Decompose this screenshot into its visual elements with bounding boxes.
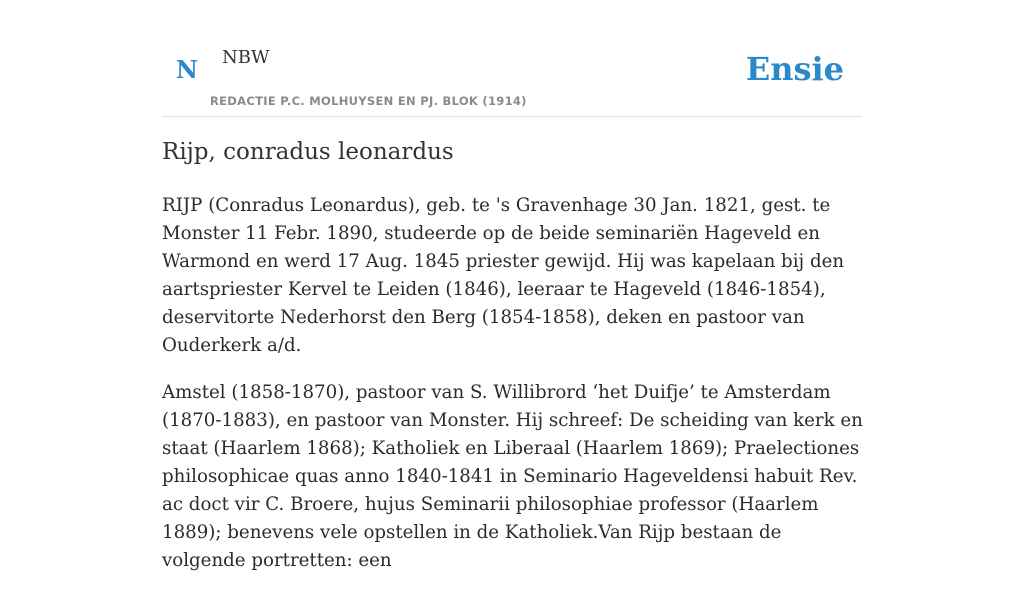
article-paragraph: RIJP (Conradus Leonardus), geb. te 's Gravenhage 30 Jan. 1821, gest. te Monster 11 Febr. 1890, studeerde op de beide seminariën Hageveld en Warmond en werd 17 Aug. 1845 priester gewijd. Hij was kapelaan bij den aartspriester Kervel te Leiden (1846), leeraar te Hageveld (1846-1854), deservitorte Nederhorst den Berg (1854-1858), deken en pastoor van Ouderkerk a/d. bbox=[162, 195, 845, 356]
article-paragraph: Amstel (1858-1870), pastoor van S. Willibrord ‘het Duifje’ te Amsterdam (1870-1883), en pastoor van Monster. Hij schreef: De scheiding van kerk en staat (Haarlem 1868); Katholiek en Liberaal (Haarlem 1869); Praelectiones philosophicae quas anno 1840-1841 in Seminario Hageveldensi habuit Rev. ac doct vir C. Broere, hujus Seminarii philosophiae professor (Haarlem 1889); benevens vele opstellen in de Katholiek.Van Rijp bestaan de volgende portretten: een bbox=[162, 382, 863, 571]
page-container bbox=[162, 0, 863, 571]
brand-logo[interactable]: Ensie bbox=[745, 50, 844, 88]
source-header bbox=[162, 0, 862, 117]
source-logo-icon[interactable]: N bbox=[176, 55, 198, 84]
article-title: Rijp, conradus leonardus bbox=[162, 139, 454, 165]
article-body bbox=[162, 192, 864, 594]
source-title[interactable]: NBW bbox=[222, 47, 270, 68]
source-subtitle: REDACTIE P.C. MOLHUYSEN EN PJ. BLOK (1914) bbox=[210, 94, 527, 108]
